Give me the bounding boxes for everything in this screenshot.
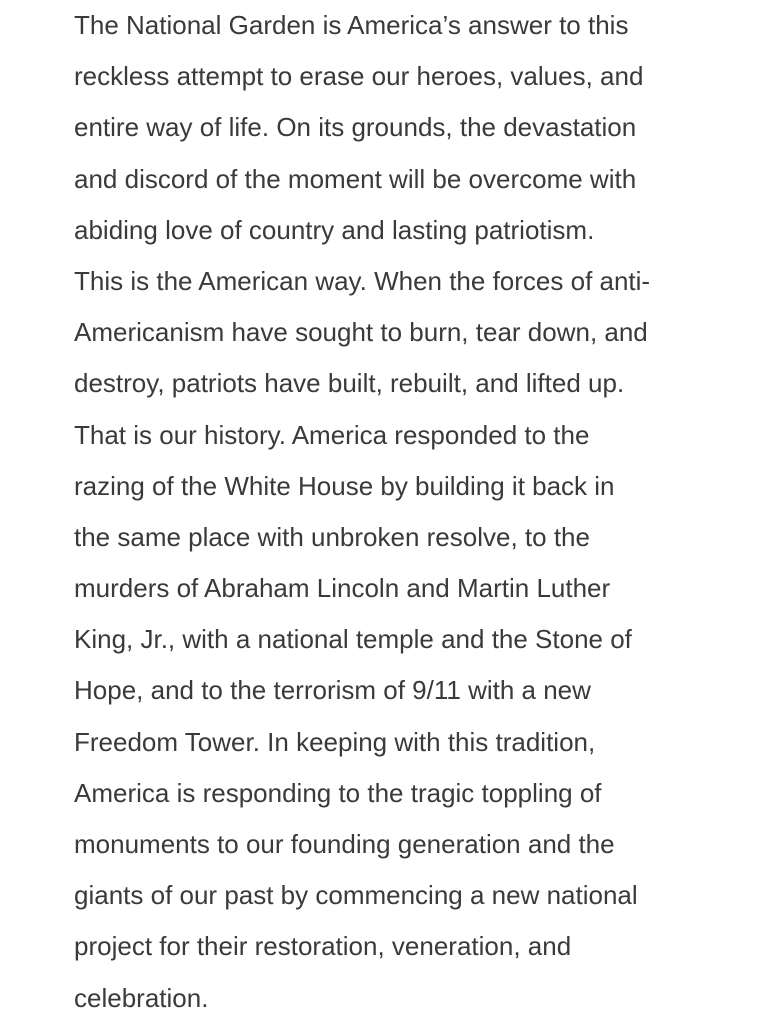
paragraph-line: celebration. [74,982,209,1013]
paragraph-line: project for their restoration, veneration, and [74,931,572,962]
paragraph-line: murders of Abraham Lincoln and Martin Luther [74,573,611,604]
article-paragraph [74,0,714,1024]
paragraph-line: Americanism have sought to burn, tear down, and [74,317,648,348]
paragraph-line: This is the American way. When the forces of anti- [74,265,651,296]
paragraph-line: The National Garden is America’s answer to this [74,10,629,40]
paragraph-line: abiding love of country and lasting patriotism. [74,214,595,245]
paragraph-line: entire way of life. On its grounds, the devastation [74,112,637,143]
paragraph-line: Freedom Tower. In keeping with this tradition, [74,726,596,757]
paragraph-line: That is our history. America responded to the [74,419,590,450]
paragraph-line: destroy, patriots have built, rebuilt, and lifted up. [74,368,625,399]
paragraph-line: reckless attempt to erase our heroes, values, and [74,61,644,92]
paragraph-line: the same place with unbroken resolve, to the [74,521,590,552]
paragraph-line: monuments to our founding generation and the [74,829,615,859]
paragraph-line: razing of the White House by building it back in [74,470,615,501]
paragraph-line: America is responding to the tragic toppling of [74,777,602,808]
paragraph-line: King, Jr., with a national temple and the Stone of [74,624,632,655]
paragraph-line: and discord of the moment will be overcome with [74,163,637,194]
paragraph-line: giants of our past by commencing a new national [74,880,638,911]
paragraph-line: Hope, and to the terrorism of 9/11 with a new [74,675,591,706]
